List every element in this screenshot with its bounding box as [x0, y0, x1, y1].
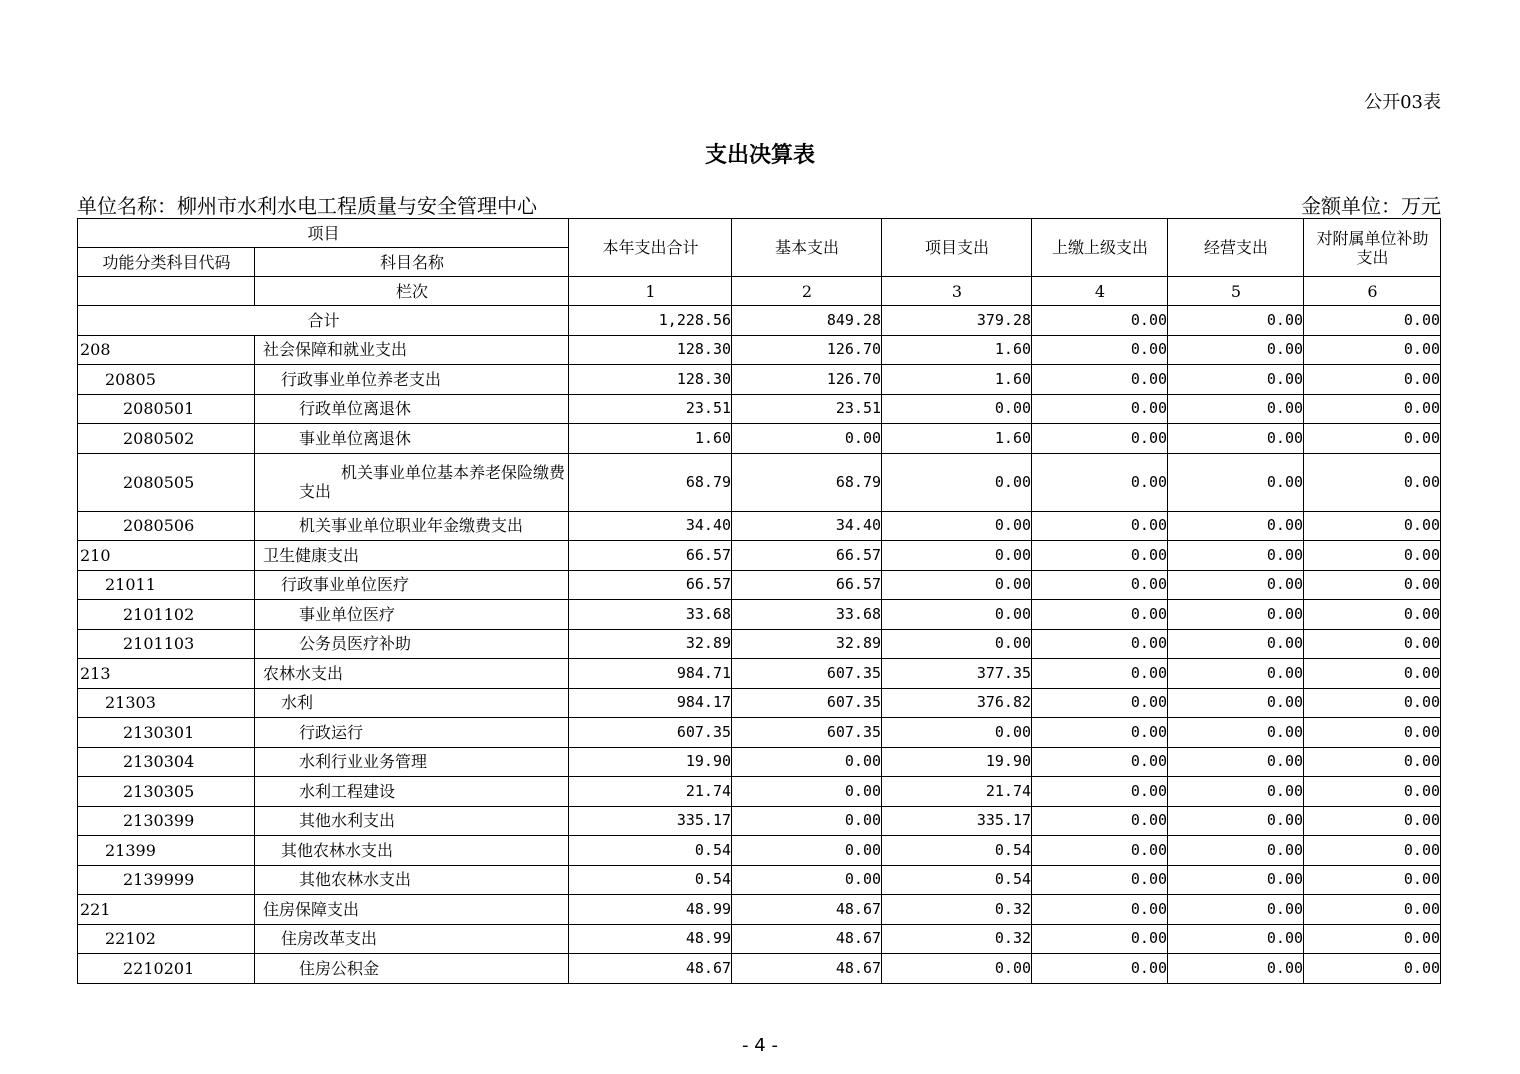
row-value: 376.82 — [882, 688, 1032, 718]
row-value: 0.00 — [1304, 629, 1441, 659]
row-value: 1.60 — [882, 335, 1032, 365]
total-value: 1,228.56 — [569, 306, 732, 336]
row-value: 0.00 — [1032, 600, 1168, 630]
row-name: 卫生健康支出 — [255, 541, 569, 571]
row-name: 社会保障和就业支出 — [255, 335, 569, 365]
row-code: 2130305 — [78, 777, 255, 807]
table-row — [78, 453, 1441, 511]
row-code: 2139999 — [78, 865, 255, 895]
expenditure-table — [77, 218, 1441, 984]
row-value: 66.57 — [732, 541, 882, 571]
row-name: 行政运行 — [255, 718, 569, 748]
row-value: 1.60 — [882, 365, 1032, 395]
total-row — [78, 306, 1441, 336]
header-subsidy-line1: 对附属单位补助 — [1316, 228, 1429, 248]
row-value: 0.00 — [1304, 865, 1441, 895]
row-name: 水利工程建设 — [255, 777, 569, 807]
total-value: 0.00 — [1168, 306, 1304, 336]
row-value: 0.00 — [882, 394, 1032, 424]
amount-unit: 金额单位：万元 — [1301, 194, 1441, 218]
row-value: 0.00 — [1304, 394, 1441, 424]
table-row — [78, 335, 1441, 365]
row-value: 48.67 — [569, 954, 732, 984]
row-value: 0.00 — [732, 747, 882, 777]
unit-name: 单位名称：柳州市水利水电工程质量与安全管理中心 — [77, 194, 537, 218]
row-value: 0.32 — [882, 895, 1032, 925]
row-value: 68.79 — [569, 453, 732, 511]
row-value: 19.90 — [569, 747, 732, 777]
row-code: 221 — [78, 895, 255, 925]
row-value: 0.00 — [1304, 570, 1441, 600]
row-code: 21399 — [78, 836, 255, 866]
row-value: 0.00 — [1304, 424, 1441, 454]
col-num: 6 — [1304, 277, 1441, 306]
row-value: 0.00 — [1304, 659, 1441, 689]
row-value: 0.00 — [1304, 511, 1441, 541]
row-value: 0.00 — [1168, 659, 1304, 689]
table-row — [78, 777, 1441, 807]
row-code: 2130301 — [78, 718, 255, 748]
row-name: 其他农林水支出 — [255, 865, 569, 895]
row-value: 0.00 — [1168, 777, 1304, 807]
row-value: 0.00 — [1168, 836, 1304, 866]
row-value: 0.00 — [732, 836, 882, 866]
row-value: 23.51 — [569, 394, 732, 424]
row-value: 0.00 — [1304, 747, 1441, 777]
header-subsidy-line2: 支出 — [1356, 247, 1389, 267]
row-value: 377.35 — [882, 659, 1032, 689]
row-value: 0.00 — [1168, 424, 1304, 454]
row-value: 33.68 — [569, 600, 732, 630]
row-value: 34.40 — [732, 511, 882, 541]
row-value: 128.30 — [569, 335, 732, 365]
row-name: 住房改革支出 — [255, 924, 569, 954]
header-basic: 基本支出 — [732, 219, 882, 277]
row-code: 2210201 — [78, 954, 255, 984]
row-value: 0.00 — [1032, 865, 1168, 895]
row-value: 0.54 — [569, 836, 732, 866]
total-label: 合计 — [78, 306, 569, 336]
row-value: 34.40 — [569, 511, 732, 541]
row-value: 0.00 — [1168, 806, 1304, 836]
table-row — [78, 718, 1441, 748]
row-value: 0.00 — [1304, 954, 1441, 984]
row-code: 2080506 — [78, 511, 255, 541]
row-value: 66.57 — [569, 570, 732, 600]
row-value: 0.00 — [1304, 895, 1441, 925]
header-business: 经营支出 — [1168, 219, 1304, 277]
row-value: 0.00 — [1168, 954, 1304, 984]
row-value: 0.00 — [1304, 335, 1441, 365]
table-row — [78, 394, 1441, 424]
row-name: 行政事业单位养老支出 — [255, 365, 569, 395]
table-row — [78, 924, 1441, 954]
row-value: 0.00 — [882, 453, 1032, 511]
row-name: 水利 — [255, 688, 569, 718]
row-value: 0.54 — [882, 836, 1032, 866]
row-value: 0.00 — [1168, 747, 1304, 777]
col-num: 5 — [1168, 277, 1304, 306]
row-value: 0.00 — [1032, 806, 1168, 836]
row-value: 0.00 — [1168, 865, 1304, 895]
header-name: 科目名称 — [255, 248, 569, 277]
row-code: 2080502 — [78, 424, 255, 454]
row-value: 0.00 — [1032, 777, 1168, 807]
table-row — [78, 747, 1441, 777]
row-code: 213 — [78, 659, 255, 689]
row-value: 126.70 — [732, 335, 882, 365]
row-code: 2130304 — [78, 747, 255, 777]
row-value: 0.00 — [1304, 924, 1441, 954]
total-value: 849.28 — [732, 306, 882, 336]
row-code: 2080505 — [78, 453, 255, 511]
col-num: 3 — [882, 277, 1032, 306]
row-value: 0.00 — [1168, 541, 1304, 571]
header-total: 本年支出合计 — [569, 219, 732, 277]
header-subsidy — [1304, 219, 1441, 277]
row-value: 0.00 — [1304, 836, 1441, 866]
total-value: 0.00 — [1032, 306, 1168, 336]
row-name: 住房保障支出 — [255, 895, 569, 925]
row-value: 0.00 — [882, 718, 1032, 748]
header-code: 功能分类科目代码 — [78, 248, 255, 277]
table-row — [78, 511, 1441, 541]
row-value: 0.00 — [1168, 570, 1304, 600]
row-code: 21011 — [78, 570, 255, 600]
row-value: 335.17 — [882, 806, 1032, 836]
row-value: 984.17 — [569, 688, 732, 718]
row-name: 机关事业单位基本养老保险缴费支出 — [255, 453, 569, 511]
row-value: 126.70 — [732, 365, 882, 395]
table-row — [78, 570, 1441, 600]
table-row — [78, 629, 1441, 659]
row-value: 607.35 — [732, 688, 882, 718]
row-value: 0.00 — [1032, 659, 1168, 689]
row-value: 0.00 — [1032, 836, 1168, 866]
row-name: 事业单位医疗 — [255, 600, 569, 630]
row-value: 66.57 — [732, 570, 882, 600]
row-value: 0.00 — [1168, 394, 1304, 424]
row-value: 0.00 — [1168, 453, 1304, 511]
row-code: 208 — [78, 335, 255, 365]
row-value: 21.74 — [882, 777, 1032, 807]
row-value: 607.35 — [732, 718, 882, 748]
table-row — [78, 600, 1441, 630]
row-value: 68.79 — [732, 453, 882, 511]
row-value: 0.00 — [1032, 424, 1168, 454]
row-code: 2101102 — [78, 600, 255, 630]
row-value: 1.60 — [569, 424, 732, 454]
row-value: 0.00 — [1032, 394, 1168, 424]
row-value: 0.32 — [882, 924, 1032, 954]
row-value: 0.00 — [1168, 365, 1304, 395]
row-value: 66.57 — [569, 541, 732, 571]
row-value: 48.67 — [732, 924, 882, 954]
row-name: 公务员医疗补助 — [255, 629, 569, 659]
row-value: 0.00 — [1304, 365, 1441, 395]
row-name: 事业单位离退休 — [255, 424, 569, 454]
page-title: 支出决算表 — [704, 143, 815, 168]
row-value: 0.00 — [1032, 365, 1168, 395]
row-value: 32.89 — [569, 629, 732, 659]
row-value: 0.00 — [882, 511, 1032, 541]
row-value: 48.99 — [569, 924, 732, 954]
row-value: 335.17 — [569, 806, 732, 836]
row-value: 0.00 — [732, 865, 882, 895]
page-number: - 4 - — [742, 1035, 778, 1056]
col-num: 4 — [1032, 277, 1168, 306]
header-project: 项目支出 — [882, 219, 1032, 277]
row-code: 2130399 — [78, 806, 255, 836]
row-value: 0.00 — [1032, 688, 1168, 718]
row-value: 0.00 — [1168, 895, 1304, 925]
row-value: 0.00 — [1304, 777, 1441, 807]
row-value: 0.00 — [732, 424, 882, 454]
header-item: 项目 — [78, 219, 569, 248]
row-value: 0.00 — [1168, 511, 1304, 541]
row-value: 0.00 — [882, 629, 1032, 659]
col-num: 2 — [732, 277, 882, 306]
table-row — [78, 836, 1441, 866]
row-value: 607.35 — [732, 659, 882, 689]
total-value: 379.28 — [882, 306, 1032, 336]
row-value: 0.00 — [882, 541, 1032, 571]
row-value: 0.00 — [882, 600, 1032, 630]
row-value: 0.00 — [1032, 453, 1168, 511]
row-value: 0.00 — [1304, 806, 1441, 836]
row-value: 0.00 — [1032, 570, 1168, 600]
row-code: 2101103 — [78, 629, 255, 659]
row-value: 0.00 — [1032, 895, 1168, 925]
col-label-blank — [78, 277, 255, 306]
row-value: 0.00 — [1032, 629, 1168, 659]
row-value: 0.00 — [1032, 954, 1168, 984]
row-value: 0.00 — [732, 806, 882, 836]
row-value: 0.00 — [1304, 718, 1441, 748]
row-value: 0.00 — [1304, 600, 1441, 630]
table-row — [78, 659, 1441, 689]
row-name: 其他水利支出 — [255, 806, 569, 836]
table-row — [78, 541, 1441, 571]
row-value: 32.89 — [732, 629, 882, 659]
header-upper: 上缴上级支出 — [1032, 219, 1168, 277]
table-row — [78, 865, 1441, 895]
col-num: 1 — [569, 277, 732, 306]
table-row — [78, 365, 1441, 395]
row-value: 0.00 — [1168, 600, 1304, 630]
column-number-row — [78, 277, 1441, 306]
table-row — [78, 806, 1441, 836]
row-value: 0.00 — [882, 570, 1032, 600]
row-value: 48.67 — [732, 954, 882, 984]
row-value: 0.00 — [1168, 629, 1304, 659]
total-value: 0.00 — [1304, 306, 1441, 336]
table-row — [78, 895, 1441, 925]
row-value: 0.00 — [1168, 688, 1304, 718]
row-value: 19.90 — [882, 747, 1032, 777]
table-row — [78, 688, 1441, 718]
row-value: 0.54 — [569, 865, 732, 895]
row-name: 住房公积金 — [255, 954, 569, 984]
row-code: 21303 — [78, 688, 255, 718]
row-value: 21.74 — [569, 777, 732, 807]
row-value: 0.00 — [1032, 924, 1168, 954]
row-name: 水利行业业务管理 — [255, 747, 569, 777]
row-value: 0.00 — [1304, 688, 1441, 718]
table-row — [78, 954, 1441, 984]
table-row — [78, 424, 1441, 454]
row-value: 1.60 — [882, 424, 1032, 454]
row-value: 33.68 — [732, 600, 882, 630]
row-value: 0.00 — [1168, 335, 1304, 365]
row-value: 0.00 — [1304, 453, 1441, 511]
row-code: 210 — [78, 541, 255, 571]
row-value: 0.00 — [732, 777, 882, 807]
row-value: 48.67 — [732, 895, 882, 925]
row-name: 其他农林水支出 — [255, 836, 569, 866]
row-value: 23.51 — [732, 394, 882, 424]
row-value: 128.30 — [569, 365, 732, 395]
col-label: 栏次 — [255, 277, 569, 306]
row-name: 行政单位离退休 — [255, 394, 569, 424]
row-value: 48.99 — [569, 895, 732, 925]
row-code: 2080501 — [78, 394, 255, 424]
row-value: 0.00 — [1032, 335, 1168, 365]
row-value: 0.00 — [1168, 718, 1304, 748]
row-value: 0.00 — [1032, 511, 1168, 541]
row-name: 机关事业单位职业年金缴费支出 — [255, 511, 569, 541]
row-value: 607.35 — [569, 718, 732, 748]
row-code: 22102 — [78, 924, 255, 954]
row-value: 984.71 — [569, 659, 732, 689]
row-value: 0.00 — [1032, 747, 1168, 777]
row-code: 20805 — [78, 365, 255, 395]
form-number: 公开03表 — [1364, 92, 1441, 113]
row-name: 行政事业单位医疗 — [255, 570, 569, 600]
header-row-1 — [78, 219, 1441, 248]
row-value: 0.00 — [1032, 541, 1168, 571]
row-name: 农林水支出 — [255, 659, 569, 689]
row-value: 0.00 — [1032, 718, 1168, 748]
row-value: 0.54 — [882, 865, 1032, 895]
row-value: 0.00 — [1168, 924, 1304, 954]
row-value: 0.00 — [1304, 541, 1441, 571]
row-value: 0.00 — [882, 954, 1032, 984]
